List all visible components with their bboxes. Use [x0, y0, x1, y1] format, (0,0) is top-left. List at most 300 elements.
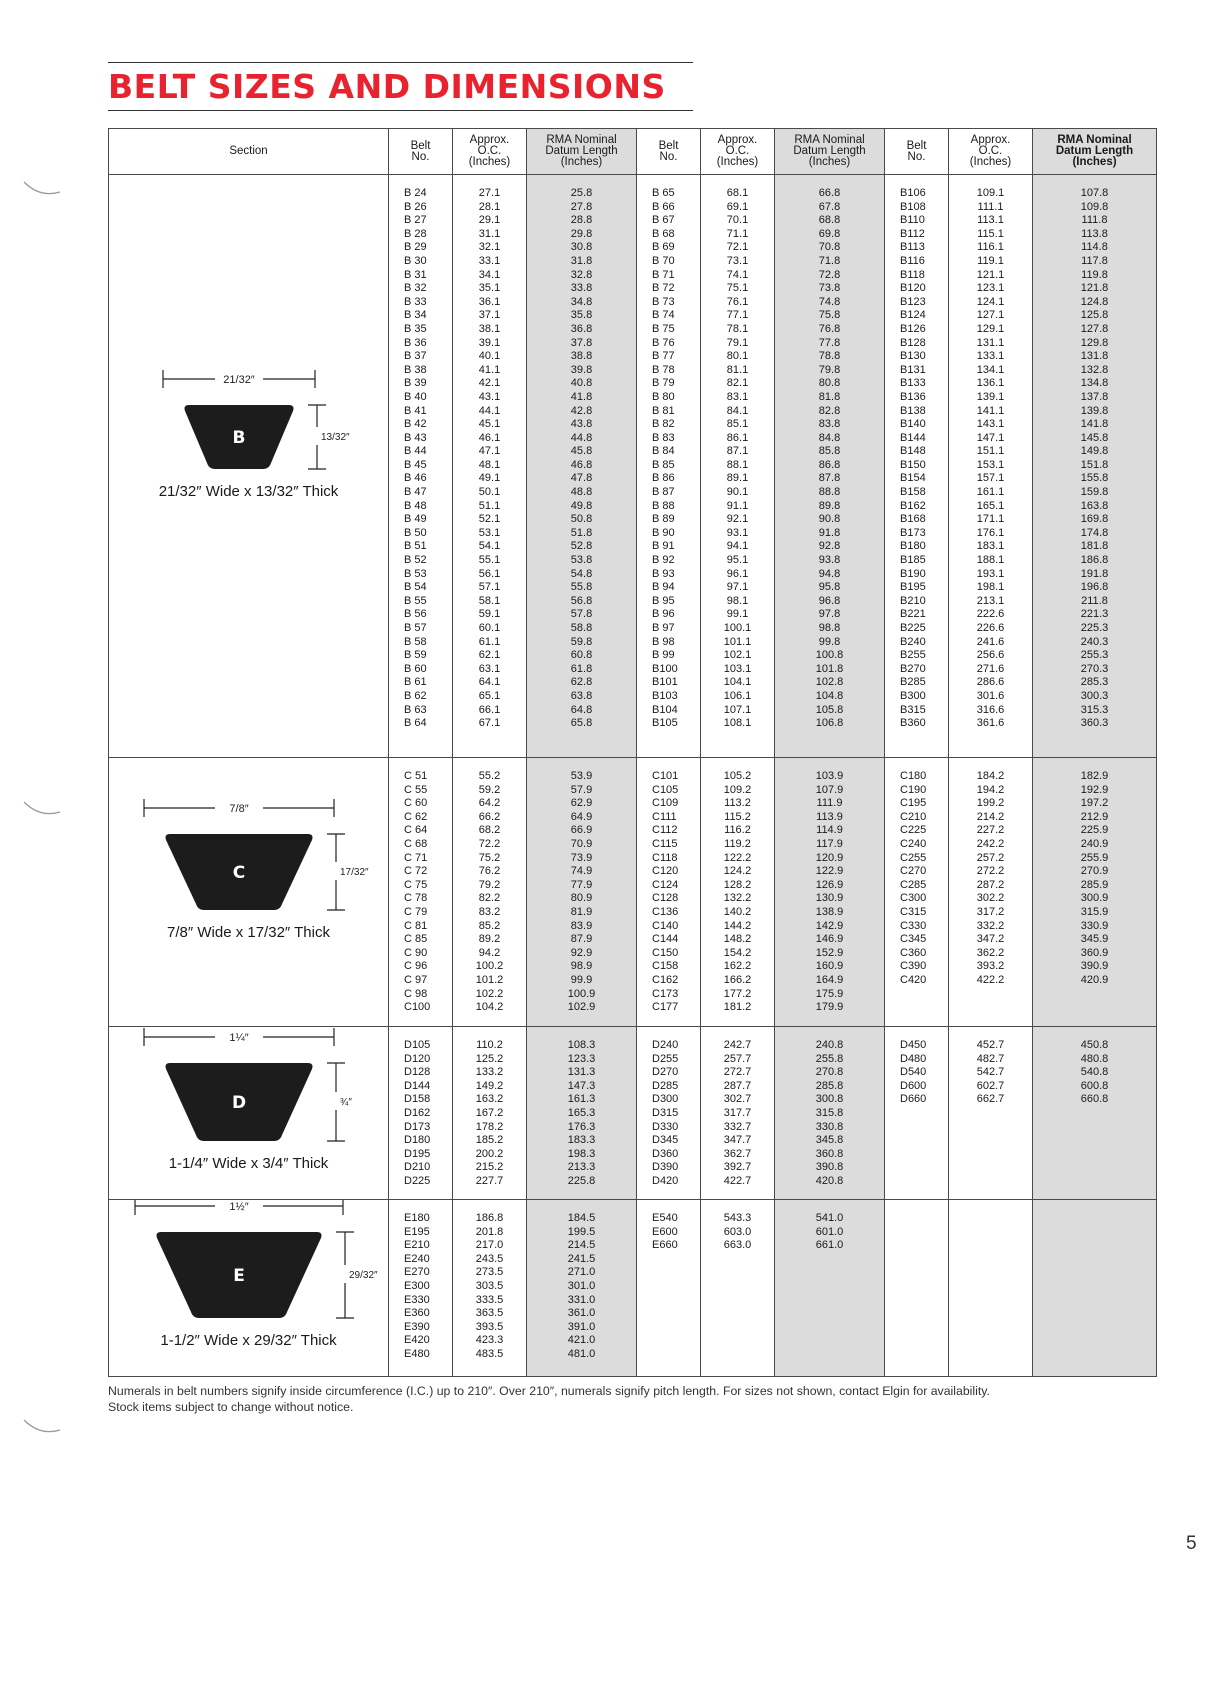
rma-value: 77.8 — [818, 336, 841, 349]
column-rma — [775, 758, 885, 1027]
belt-number: C270 — [900, 865, 927, 878]
rma-value: 35.8 — [570, 309, 593, 322]
rma-value: 129.8 — [1080, 336, 1109, 349]
oc-value: 178.2 — [475, 1120, 504, 1133]
oc-value: 423.3 — [475, 1334, 504, 1347]
oc-value: 82.1 — [726, 377, 749, 390]
oc-value: 43.1 — [478, 390, 501, 403]
belt-number: D300 — [652, 1093, 679, 1106]
rma-value: 270.8 — [815, 1066, 844, 1079]
rma-value: 241.5 — [567, 1252, 596, 1265]
belt-number: B 77 — [652, 350, 675, 363]
belt-number: B150 — [900, 458, 926, 471]
column-oc — [453, 1200, 527, 1377]
oc-value: 116.1 — [977, 241, 1004, 254]
oc-value: 39.1 — [478, 336, 501, 349]
rma-value: 41.8 — [570, 390, 593, 403]
rma-value: 126.9 — [815, 878, 844, 891]
oc-value: 181.2 — [723, 1001, 752, 1014]
oc-value: 107.1 — [723, 703, 752, 716]
section-letter: E — [233, 1266, 245, 1286]
page-title: BELT SIZES AND DIMENSIONS — [108, 67, 666, 106]
oc-value: 256.6 — [976, 649, 1005, 662]
belt-number: C 78 — [404, 892, 428, 905]
belt-number: C390 — [900, 960, 927, 973]
header-text: Approx. — [469, 134, 510, 146]
belt-number: B225 — [900, 622, 926, 634]
belt-number: B158 — [900, 486, 926, 499]
oc-value: 99.1 — [726, 608, 749, 621]
column-oc — [949, 758, 1033, 1027]
belt-number: B 90 — [652, 526, 675, 539]
rma-value: 240.9 — [1080, 837, 1109, 850]
rma-value: 213.3 — [567, 1161, 596, 1174]
width-dimension-label: 21/32″ — [223, 374, 255, 386]
oc-value: 347.2 — [976, 933, 1005, 946]
belt-number: C300 — [900, 892, 927, 905]
oc-value: 129.1 — [976, 322, 1005, 335]
oc-value: 422.2 — [976, 973, 1005, 986]
oc-value: 48.1 — [478, 458, 501, 471]
rma-value: 113.8 — [1081, 227, 1108, 240]
header-text: No. — [411, 150, 430, 163]
column-oc — [453, 758, 527, 1027]
belt-number: B 63 — [404, 703, 427, 716]
oc-value: 90.1 — [726, 486, 749, 499]
belt-number: C101 — [652, 770, 679, 782]
belt-number: B 46 — [404, 472, 427, 485]
rma-value: 43.8 — [570, 418, 593, 431]
thickness-dimension-label: 17/32″ — [340, 867, 369, 878]
belt-number: B 48 — [404, 499, 427, 512]
belt-number: B162 — [900, 499, 926, 512]
belt-number: C100 — [404, 1001, 431, 1014]
belt-number: B 54 — [404, 581, 427, 594]
rma-value: 69.8 — [818, 227, 841, 240]
oc-value: 452.7 — [976, 1039, 1005, 1051]
rma-value: 183.3 — [567, 1134, 596, 1147]
section-caption: 7/8″ Wide x 17/32″ Thick — [167, 924, 330, 941]
oc-value: 542.7 — [976, 1066, 1005, 1079]
rma-value: 450.8 — [1080, 1039, 1109, 1051]
rma-value: 62.8 — [570, 676, 593, 689]
belt-number: D600 — [900, 1079, 927, 1092]
belt-number: B 41 — [404, 404, 427, 417]
rma-value: 62.9 — [570, 797, 593, 810]
rma-value: 103.9 — [815, 770, 844, 782]
rma-value: 93.8 — [818, 554, 841, 567]
oc-value: 272.7 — [723, 1066, 752, 1079]
header-text: Belt — [906, 139, 927, 152]
oc-value: 185.2 — [475, 1134, 504, 1147]
belt-number: C180 — [900, 770, 927, 782]
belt-number: B315 — [900, 703, 926, 716]
oc-value: 46.1 — [478, 431, 501, 444]
rma-value: 214.5 — [567, 1239, 596, 1252]
rma-value: 331.0 — [567, 1293, 596, 1306]
oc-value: 200.2 — [475, 1147, 504, 1160]
rma-value: 301.0 — [567, 1279, 596, 1292]
belt-number: B 27 — [404, 214, 427, 227]
rma-value: 175.9 — [815, 987, 844, 1000]
column-rma — [1033, 758, 1157, 1027]
belt-number: C 64 — [404, 824, 428, 837]
header-text: Datum Length — [545, 145, 618, 157]
belt-number: C420 — [900, 973, 927, 986]
belt-number: D330 — [652, 1120, 679, 1133]
rma-value: 61.8 — [570, 662, 593, 675]
rma-value: 285.9 — [1080, 878, 1109, 891]
oc-value: 184.2 — [976, 770, 1005, 782]
oc-value: 83.2 — [478, 905, 501, 918]
section-caption: 1-1/4″ Wide x 3/4″ Thick — [168, 1155, 329, 1172]
oc-value: 543.3 — [723, 1212, 752, 1224]
rma-value: 270.9 — [1080, 865, 1109, 878]
belt-number: B 45 — [404, 458, 427, 471]
column-oc — [701, 175, 775, 758]
belt-number: D480 — [900, 1052, 927, 1065]
column-rma — [527, 175, 637, 758]
oc-value: 161.1 — [976, 486, 1005, 499]
belt-number: B 79 — [652, 377, 675, 390]
oc-value: 37.1 — [478, 309, 501, 322]
belt-number: C190 — [900, 783, 927, 796]
belt-number: D210 — [404, 1161, 431, 1174]
belt-number: B 72 — [652, 282, 675, 295]
column-no — [885, 1200, 949, 1377]
rma-value: 225.8 — [567, 1174, 596, 1187]
belt-number: D315 — [652, 1106, 679, 1119]
belt-number: C144 — [652, 933, 679, 946]
oc-value: 393.5 — [475, 1320, 504, 1333]
belt-number: B136 — [900, 390, 926, 403]
oc-value: 98.1 — [726, 594, 749, 607]
rma-value: 59.8 — [570, 635, 593, 648]
oc-value: 104.2 — [475, 1001, 504, 1014]
rma-value: 63.8 — [570, 689, 593, 702]
rma-value: 122.9 — [815, 865, 844, 878]
rma-value: 34.8 — [570, 295, 593, 308]
belt-number: C 97 — [404, 973, 428, 986]
oc-value: 362.2 — [976, 946, 1005, 959]
oc-value: 76.1 — [726, 295, 749, 308]
header-text: (Inches) — [808, 156, 851, 168]
rma-value: 142.9 — [815, 919, 844, 932]
rma-value: 92.9 — [570, 946, 593, 959]
belt-number: B 28 — [404, 227, 427, 240]
belt-number: B 87 — [652, 486, 675, 499]
section-diagram — [109, 175, 388, 757]
rma-value: 130.9 — [815, 892, 844, 905]
belt-number: C109 — [652, 797, 679, 810]
belt-number: B154 — [900, 472, 926, 485]
column-oc — [949, 175, 1033, 758]
rma-value: 73.8 — [818, 282, 841, 295]
rma-value: 102.8 — [815, 676, 844, 689]
rma-value: 182.9 — [1080, 770, 1109, 782]
rma-value: 40.8 — [570, 377, 593, 390]
oc-value: 171.1 — [976, 513, 1005, 526]
rma-value: 30.8 — [570, 241, 593, 254]
rma-value: 114.9 — [816, 824, 843, 837]
belt-number: B 83 — [652, 431, 675, 444]
oc-value: 213.1 — [976, 594, 1005, 607]
rma-value: 25.8 — [570, 187, 593, 199]
oc-value: 227.7 — [475, 1174, 504, 1187]
oc-value: 56.1 — [478, 567, 501, 580]
belt-number: B190 — [900, 567, 926, 580]
rma-value: 66.8 — [818, 187, 841, 199]
rma-value: 33.8 — [570, 282, 593, 295]
rma-value: 330.9 — [1080, 919, 1109, 932]
oc-value: 116.2 — [724, 824, 751, 837]
column-no — [637, 758, 701, 1027]
belt-number: B 38 — [404, 363, 427, 376]
rma-value: 78.8 — [818, 350, 841, 363]
oc-value: 84.1 — [726, 404, 749, 417]
belt-number: B 92 — [652, 554, 675, 567]
rma-value: 107.8 — [1080, 187, 1109, 199]
belt-number: B270 — [900, 662, 926, 675]
section-diagram — [109, 758, 388, 1026]
header-belt-no — [389, 129, 453, 175]
belt-number: D144 — [404, 1079, 431, 1092]
belt-number: C150 — [652, 946, 679, 959]
belt-number: B 60 — [404, 662, 427, 675]
rma-value: 67.8 — [818, 200, 841, 213]
rma-value: 121.8 — [1080, 282, 1109, 295]
column-rma — [1033, 1200, 1157, 1377]
section-caption: 21/32″ Wide x 13/32″ Thick — [158, 483, 339, 500]
oc-value: 317.2 — [976, 905, 1005, 918]
column-no — [885, 758, 949, 1027]
header-text: O.C. — [978, 145, 1003, 157]
title-block — [108, 62, 693, 111]
rma-value: 87.9 — [570, 933, 593, 946]
oc-value: 166.2 — [723, 973, 752, 986]
page-number: 5 — [1186, 1533, 1197, 1554]
rma-value: 88.8 — [818, 486, 841, 499]
section-diagram-cell — [109, 1027, 389, 1200]
belt-cross-section-diagram — [109, 1027, 389, 1199]
rma-value: 38.8 — [570, 350, 593, 363]
oc-value: 361.6 — [976, 717, 1005, 730]
column-rma — [1033, 175, 1157, 758]
belt-number: B 98 — [652, 635, 675, 648]
rma-value: 330.8 — [815, 1120, 844, 1133]
header-text: Datum Length — [793, 145, 866, 157]
oc-value: 101.2 — [475, 973, 504, 986]
rma-value: 49.8 — [570, 499, 593, 512]
column-no — [389, 175, 453, 758]
oc-value: 214.2 — [976, 810, 1005, 823]
belt-number: B112 — [900, 227, 925, 240]
belt-number: E540 — [652, 1212, 678, 1224]
rma-value: 315.3 — [1080, 703, 1109, 716]
rma-value: 94.8 — [818, 567, 841, 580]
rma-value: 192.9 — [1080, 783, 1109, 796]
belt-number: C 62 — [404, 810, 428, 823]
oc-value: 74.1 — [726, 268, 749, 281]
oc-value: 154.2 — [723, 946, 752, 959]
rma-value: 68.8 — [818, 214, 841, 227]
belt-number: B 57 — [404, 622, 427, 634]
belt-number: C195 — [900, 797, 927, 810]
belt-number: B 47 — [404, 486, 427, 499]
oc-value: 66.1 — [478, 703, 501, 716]
belt-cross-section-diagram — [109, 758, 389, 1026]
belt-number: C173 — [652, 987, 679, 1000]
rma-value: 315.9 — [1080, 905, 1109, 918]
oc-value: 133.2 — [475, 1066, 504, 1079]
oc-value: 257.7 — [723, 1052, 752, 1065]
rma-value: 83.8 — [818, 418, 841, 431]
header-text: No. — [907, 150, 926, 163]
section-letter: C — [232, 863, 246, 883]
oc-value: 215.2 — [475, 1161, 504, 1174]
rma-value: 102.9 — [567, 1001, 596, 1014]
column-no — [637, 175, 701, 758]
belt-number: C 72 — [404, 865, 428, 878]
rma-value: 48.8 — [570, 486, 593, 499]
rma-value: 345.9 — [1080, 933, 1109, 946]
belt-number: B 64 — [404, 717, 427, 730]
rma-value: 100.8 — [815, 649, 844, 662]
rma-value: 85.8 — [818, 445, 841, 458]
belt-number: B173 — [900, 526, 926, 539]
column-no — [389, 758, 453, 1027]
dimension-label-bg — [332, 1092, 378, 1110]
belt-number: B 53 — [404, 567, 427, 580]
belt-number: B124 — [900, 309, 926, 322]
belt-number: B 67 — [652, 214, 675, 227]
rma-value: 77.9 — [570, 878, 593, 891]
oc-value: 73.1 — [726, 254, 749, 267]
rma-value: 197.2 — [1080, 797, 1109, 810]
rma-value: 70.9 — [570, 837, 593, 850]
rma-value: 285.8 — [815, 1079, 844, 1092]
rma-value: 147.3 — [567, 1079, 596, 1092]
belt-number: D285 — [652, 1079, 679, 1092]
oc-value: 44.1 — [478, 404, 501, 417]
rma-value: 174.8 — [1080, 526, 1109, 539]
belt-size-table — [108, 128, 1157, 1377]
rma-value: 105.8 — [815, 703, 844, 716]
oc-value: 362.7 — [723, 1147, 752, 1160]
rma-value: 125.8 — [1080, 309, 1109, 322]
belt-number: B 37 — [404, 350, 427, 363]
belt-number: E390 — [404, 1320, 430, 1333]
oc-value: 34.1 — [478, 268, 501, 281]
belt-number: D225 — [404, 1174, 431, 1187]
rma-value: 134.8 — [1080, 377, 1109, 390]
header-text: O.C. — [477, 145, 502, 157]
belt-number: B 81 — [652, 404, 675, 417]
oc-value: 347.7 — [723, 1134, 752, 1147]
belt-number: B 97 — [652, 622, 675, 634]
rma-value: 91.8 — [818, 526, 841, 539]
rma-value: 82.8 — [818, 404, 841, 417]
belt-number: D345 — [652, 1134, 679, 1147]
belt-number: B 76 — [652, 336, 675, 349]
belt-number: D173 — [404, 1120, 431, 1133]
rma-value: 541.0 — [815, 1212, 844, 1224]
belt-number: B 80 — [652, 390, 675, 403]
belt-number: C136 — [652, 905, 679, 918]
oc-value: 132.2 — [723, 892, 752, 905]
rma-value: 212.9 — [1080, 810, 1109, 823]
belt-number: B240 — [900, 635, 926, 648]
rma-value: 160.9 — [815, 960, 844, 973]
oc-value: 151.1 — [976, 445, 1005, 458]
belt-number: D120 — [404, 1052, 431, 1065]
oc-value: 93.1 — [726, 526, 749, 539]
rma-value: 420.9 — [1080, 973, 1109, 986]
belt-number: B 62 — [404, 689, 427, 702]
section-diagram-cell — [109, 758, 389, 1027]
oc-value: 316.6 — [976, 703, 1005, 716]
rma-value: 50.8 — [570, 513, 593, 526]
rma-value: 361.0 — [567, 1307, 596, 1320]
oc-value: 79.1 — [726, 336, 749, 349]
belt-number: B 84 — [652, 445, 675, 458]
rma-value: 146.9 — [815, 933, 844, 946]
rma-value: 315.8 — [815, 1106, 844, 1119]
oc-value: 113.2 — [724, 797, 751, 810]
belt-number: B126 — [900, 322, 926, 335]
rma-value: 57.9 — [570, 783, 593, 796]
rma-value: 54.8 — [570, 567, 593, 580]
belt-number: D390 — [652, 1161, 679, 1174]
rma-value: 79.8 — [818, 363, 841, 376]
belt-number: D360 — [652, 1147, 679, 1160]
rma-value: 540.8 — [1080, 1066, 1109, 1079]
belt-number: B118 — [900, 268, 925, 281]
binder-hole-mark — [22, 178, 62, 202]
oc-value: 75.1 — [726, 282, 749, 295]
rma-value: 64.8 — [570, 703, 593, 716]
rma-value: 66.9 — [570, 824, 593, 837]
oc-value: 186.8 — [475, 1212, 504, 1224]
rma-value: 81.8 — [818, 390, 841, 403]
rma-value: 90.8 — [818, 513, 841, 526]
rma-value: 186.8 — [1080, 554, 1109, 567]
oc-value: 127.1 — [976, 309, 1005, 322]
oc-value: 124.1 — [976, 295, 1005, 308]
rma-value: 391.0 — [567, 1320, 596, 1333]
rma-value: 111.9 — [816, 797, 843, 810]
column-no — [637, 1200, 701, 1377]
belt-number: D180 — [404, 1134, 431, 1147]
rma-value: 198.3 — [567, 1147, 596, 1160]
width-dimension-label: 1¼″ — [229, 1032, 249, 1044]
belt-number: B 71 — [652, 268, 675, 281]
column-oc — [949, 1200, 1033, 1377]
belt-number: B123 — [900, 295, 926, 308]
rma-value: 39.8 — [570, 363, 593, 376]
section-letter: B — [232, 428, 246, 448]
oc-value: 149.2 — [475, 1079, 504, 1092]
oc-value: 100.1 — [723, 622, 752, 634]
oc-value: 55.1 — [478, 554, 501, 567]
oc-value: 64.1 — [478, 676, 501, 689]
binder-hole-mark — [22, 798, 62, 822]
belt-number: B 68 — [652, 227, 675, 240]
oc-value: 89.1 — [726, 472, 749, 485]
rma-value: 240.3 — [1080, 635, 1109, 648]
section-row-c — [109, 758, 1157, 1027]
belt-number: C177 — [652, 1001, 679, 1014]
